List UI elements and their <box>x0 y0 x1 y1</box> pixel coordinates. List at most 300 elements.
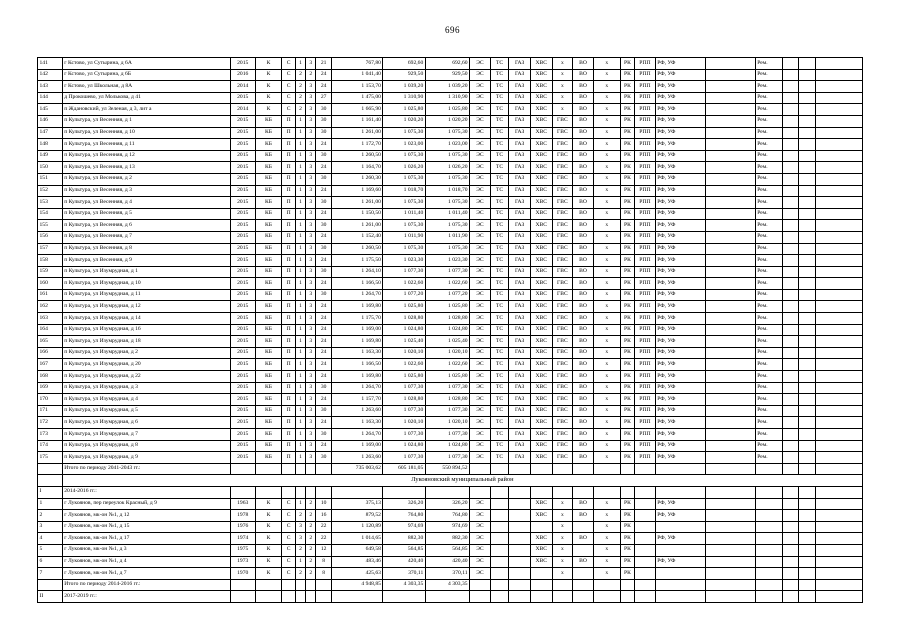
table-cell: Рем. <box>755 69 782 81</box>
table-cell: Рем. <box>755 452 782 464</box>
table-cell: 1 <box>295 150 305 162</box>
table-cell: п Культура, ул Весенняя, д 9 <box>62 255 230 267</box>
table-cell: 3 <box>306 347 316 359</box>
table-cell <box>706 115 756 127</box>
table-cell: РК <box>620 127 634 139</box>
table-row <box>38 347 863 359</box>
table-cell: ХВС <box>530 289 552 301</box>
table-cell: 1 026,20 <box>425 162 469 174</box>
table-row <box>38 220 863 232</box>
table-cell: ВО <box>573 173 594 185</box>
table-row <box>38 556 863 568</box>
table-cell <box>509 544 531 556</box>
table-cell: РПП <box>635 173 656 185</box>
table-row <box>38 197 863 209</box>
table-cell: х <box>552 533 573 545</box>
table-cell <box>755 579 782 591</box>
table-cell: 1 023,30 <box>383 255 425 267</box>
table-cell: х <box>552 81 573 93</box>
table-cell <box>655 544 706 556</box>
table-row <box>38 324 863 336</box>
table-cell <box>782 162 799 174</box>
table-cell <box>815 173 862 185</box>
table-cell: ТС <box>490 417 509 429</box>
table-cell: П <box>282 371 295 383</box>
table-row <box>38 301 863 313</box>
table-cell: 2015 <box>230 278 255 290</box>
table-cell: 1 169,00 <box>331 440 383 452</box>
table-cell <box>655 579 706 591</box>
table-cell: ГАЗ <box>509 127 531 139</box>
table-cell: х <box>593 533 620 545</box>
table-cell <box>331 591 383 603</box>
table-cell: п Культура, ул Изумрудная, д 20 <box>62 359 230 371</box>
table-cell: 1 <box>295 197 305 209</box>
table-cell: х <box>593 417 620 429</box>
table-cell <box>552 463 573 475</box>
table-cell: ХВС <box>530 533 552 545</box>
table-cell: х <box>593 313 620 325</box>
table-cell <box>755 556 782 568</box>
table-cell: С <box>282 556 295 568</box>
table-cell: П <box>282 231 295 243</box>
table-cell: х <box>593 301 620 313</box>
table-cell: 3 <box>306 220 316 232</box>
table-row <box>38 591 863 603</box>
table-cell <box>706 139 756 151</box>
table-cell: 3 <box>306 139 316 151</box>
table-cell <box>782 440 799 452</box>
table-cell: ТС <box>490 197 509 209</box>
table-cell <box>815 243 862 255</box>
table-cell: ГАЗ <box>509 115 531 127</box>
table-cell: ВО <box>573 556 594 568</box>
table-cell: 3 <box>306 231 316 243</box>
table-cell <box>230 591 255 603</box>
table-cell: Рем. <box>755 81 782 93</box>
table-cell: ГВС <box>552 243 573 255</box>
table-cell <box>782 591 799 603</box>
table-cell: ВО <box>573 394 594 406</box>
table-cell: ГВС <box>552 255 573 267</box>
table-cell <box>815 463 862 475</box>
table-cell <box>815 336 862 348</box>
table-cell: ЭС <box>470 347 491 359</box>
table-row <box>38 278 863 290</box>
table-cell <box>782 81 799 93</box>
table-cell: 2 <box>306 69 316 81</box>
table-cell: х <box>593 278 620 290</box>
table-cell: Рем. <box>755 115 782 127</box>
table-cell: П <box>282 440 295 452</box>
table-cell: х <box>593 336 620 348</box>
table-cell: ХВС <box>530 498 552 510</box>
table-cell <box>706 417 756 429</box>
table-cell: ТС <box>490 371 509 383</box>
table-cell: х <box>593 568 620 580</box>
table-cell: п Культура, ул Весенняя, д 2 <box>62 173 230 185</box>
table-cell: РПП <box>635 255 656 267</box>
table-row <box>38 92 863 104</box>
table-cell: х <box>552 510 573 522</box>
table-cell <box>655 521 706 533</box>
table-cell <box>815 371 862 383</box>
table-cell: РПП <box>635 115 656 127</box>
table-cell: х <box>593 231 620 243</box>
table-cell: ТС <box>490 81 509 93</box>
table-cell: ВО <box>573 382 594 394</box>
table-cell: 1 077,30 <box>383 429 425 441</box>
table-cell: 1 169,80 <box>331 301 383 313</box>
table-cell: РПП <box>635 266 656 278</box>
table-cell: 2016 <box>230 69 255 81</box>
table-cell: РПП <box>635 301 656 313</box>
table-cell: 2015 <box>230 208 255 220</box>
table-cell: КБ <box>255 405 282 417</box>
table-cell: ТС <box>490 231 509 243</box>
table-cell <box>799 231 816 243</box>
table-cell <box>782 301 799 313</box>
table-cell: К <box>255 81 282 93</box>
table-cell: С <box>282 544 295 556</box>
table-cell <box>706 591 756 603</box>
table-cell: РК <box>620 417 634 429</box>
table-cell: г Кстово, ул Сутырина, д 6Б <box>62 69 230 81</box>
table-cell <box>799 301 816 313</box>
table-cell: ГВС <box>552 289 573 301</box>
table-cell: 1 026,20 <box>383 162 425 174</box>
table-cell: п Культура, ул Изумрудная, д 6 <box>62 417 230 429</box>
table-cell: 974,69 <box>383 521 425 533</box>
table-cell: ХВС <box>530 313 552 325</box>
table-cell: РПП <box>635 382 656 394</box>
table-cell: К <box>255 92 282 104</box>
table-cell: Рем. <box>755 429 782 441</box>
table-cell: Рем. <box>755 371 782 383</box>
table-cell: 2017-2019 гг.: <box>62 591 230 603</box>
table-cell: 173 <box>38 429 63 441</box>
table-cell: ГАЗ <box>509 243 531 255</box>
table-cell: ГАЗ <box>509 382 531 394</box>
table-cell <box>815 579 862 591</box>
table-cell: ТС <box>490 173 509 185</box>
table-cell: 3 <box>306 429 316 441</box>
table-cell: РФ, УФ <box>655 417 706 429</box>
table-cell: 2 <box>306 510 316 522</box>
table-cell: х <box>593 104 620 116</box>
table-cell: г Лукоянов, мк-он №1, д 7 <box>62 568 230 580</box>
table-cell <box>706 197 756 209</box>
table-row <box>38 313 863 325</box>
table-cell <box>755 568 782 580</box>
table-cell: ГАЗ <box>509 58 531 70</box>
table-cell: х <box>593 220 620 232</box>
table-cell <box>490 579 509 591</box>
table-cell: 1976 <box>230 521 255 533</box>
table-cell: 170 <box>38 394 63 406</box>
table-cell: ТС <box>490 266 509 278</box>
table-cell: РК <box>620 58 634 70</box>
table-cell: Рем. <box>755 127 782 139</box>
table-cell: 30 <box>316 104 331 116</box>
table-cell <box>815 405 862 417</box>
table-cell: ЭС <box>470 289 491 301</box>
table-cell <box>706 486 756 498</box>
table-cell: С <box>282 81 295 93</box>
table-cell: КБ <box>255 139 282 151</box>
table-cell: 165 <box>38 336 63 348</box>
table-row <box>38 139 863 151</box>
table-cell <box>706 127 756 139</box>
table-cell: К <box>255 556 282 568</box>
table-cell <box>255 591 282 603</box>
table-cell <box>799 417 816 429</box>
table-cell: РФ, УФ <box>655 429 706 441</box>
table-cell: ЭС <box>470 58 491 70</box>
table-cell: г Лукоянов, мк-он №1, д 17 <box>62 533 230 545</box>
table-cell: 2015 <box>230 371 255 383</box>
table-cell: 1 <box>295 347 305 359</box>
table-cell <box>799 162 816 174</box>
table-cell: 3 <box>295 521 305 533</box>
table-cell: 1 028,80 <box>383 394 425 406</box>
table-cell: РФ, УФ <box>655 498 706 510</box>
table-cell: 160 <box>38 278 63 290</box>
table-cell: ХВС <box>530 115 552 127</box>
table-cell: 1 041,40 <box>331 69 383 81</box>
table-cell <box>782 150 799 162</box>
table-cell: П <box>282 173 295 185</box>
table-cell: 1 075,30 <box>425 150 469 162</box>
table-cell <box>799 544 816 556</box>
table-cell: 1 014,65 <box>331 533 383 545</box>
table-cell: ГВС <box>552 405 573 417</box>
table-cell: П <box>282 289 295 301</box>
table-cell: П <box>282 220 295 232</box>
table-cell <box>815 359 862 371</box>
table-cell <box>255 486 282 498</box>
table-cell: ЭС <box>470 313 491 325</box>
table-cell: 1 264,70 <box>331 289 383 301</box>
table-cell: 3 <box>306 417 316 429</box>
table-cell: 3 <box>306 289 316 301</box>
table-cell: 2015 <box>230 336 255 348</box>
table-cell <box>815 440 862 452</box>
table-row <box>38 510 863 522</box>
table-cell: ЭС <box>470 452 491 464</box>
table-cell: ХВС <box>530 324 552 336</box>
table-cell: ГВС <box>552 313 573 325</box>
table-cell: 2015 <box>230 150 255 162</box>
table-cell: РПП <box>635 440 656 452</box>
table-cell: РПП <box>635 394 656 406</box>
table-cell <box>799 115 816 127</box>
table-cell <box>706 266 756 278</box>
table-cell: ВО <box>573 231 594 243</box>
table-cell: п Культура, ул Изумрудная, д 3 <box>62 382 230 394</box>
table-cell: ГВС <box>552 359 573 371</box>
table-cell: ВО <box>573 289 594 301</box>
table-cell <box>815 231 862 243</box>
table-cell: 370,11 <box>383 568 425 580</box>
table-cell: ВО <box>573 347 594 359</box>
table-cell <box>815 417 862 429</box>
table-cell: КБ <box>255 115 282 127</box>
table-cell: 21 <box>316 58 331 70</box>
table-cell: 1 022,60 <box>383 278 425 290</box>
table-cell: 1 <box>295 371 305 383</box>
table-cell: КБ <box>255 231 282 243</box>
district-row <box>38 475 863 487</box>
table-cell: 142 <box>38 69 63 81</box>
table-cell: 1 164,70 <box>331 162 383 174</box>
table-cell <box>706 313 756 325</box>
table-cell: С <box>282 521 295 533</box>
table-cell: 326,20 <box>383 498 425 510</box>
table-cell: 30 <box>316 266 331 278</box>
table-cell <box>799 591 816 603</box>
table-cell <box>799 266 816 278</box>
table-cell: ГВС <box>552 278 573 290</box>
table-cell: 2015 <box>230 405 255 417</box>
table-cell: 2015 <box>230 347 255 359</box>
table-cell <box>799 579 816 591</box>
table-cell: ВО <box>573 336 594 348</box>
table-cell: ГАЗ <box>509 394 531 406</box>
table-cell <box>706 579 756 591</box>
table-cell: 3 <box>306 92 316 104</box>
district-title: Лукояновский муниципальный район <box>62 475 862 487</box>
table-cell: 2015 <box>230 452 255 464</box>
table-cell: РПП <box>635 150 656 162</box>
table-row <box>38 208 863 220</box>
table-cell: РК <box>620 115 634 127</box>
table-cell: 24 <box>316 255 331 267</box>
table-cell <box>706 278 756 290</box>
table-cell <box>782 463 799 475</box>
table-cell: РФ, УФ <box>655 185 706 197</box>
table-cell: п Культура, ул Весенняя, д 11 <box>62 139 230 151</box>
table-cell: Рем. <box>755 278 782 290</box>
table-cell: ГВС <box>552 324 573 336</box>
table-cell: 2015 <box>230 197 255 209</box>
table-cell: КБ <box>255 208 282 220</box>
table-cell: ХВС <box>530 69 552 81</box>
table-cell: 2 <box>295 104 305 116</box>
table-cell: 1 077,30 <box>425 266 469 278</box>
table-cell <box>815 429 862 441</box>
table-cell: РФ, УФ <box>655 371 706 383</box>
table-cell: ХВС <box>530 162 552 174</box>
table-cell: 24 <box>316 417 331 429</box>
table-cell: 1 025,80 <box>425 104 469 116</box>
table-cell: ГАЗ <box>509 92 531 104</box>
table-cell: ВО <box>573 162 594 174</box>
table-cell: Рем. <box>755 313 782 325</box>
table-cell: ГАЗ <box>509 289 531 301</box>
table-cell: х <box>552 104 573 116</box>
table-cell <box>799 173 816 185</box>
table-cell: 1 020,10 <box>383 347 425 359</box>
table-cell: 1 263,60 <box>331 452 383 464</box>
table-cell: К <box>255 544 282 556</box>
table-cell: х <box>593 266 620 278</box>
table-cell: РК <box>620 278 634 290</box>
table-cell: ХВС <box>530 429 552 441</box>
table-cell <box>815 139 862 151</box>
table-cell: 1970 <box>230 568 255 580</box>
table-cell <box>331 486 383 498</box>
table-cell: 564,85 <box>383 544 425 556</box>
table-cell: ХВС <box>530 185 552 197</box>
table-cell <box>620 486 634 498</box>
table-cell: С <box>282 533 295 545</box>
table-cell: ХВС <box>530 394 552 406</box>
table-cell: П <box>282 324 295 336</box>
table-cell: ВО <box>573 115 594 127</box>
table-cell: ЭС <box>470 301 491 313</box>
table-cell: п Культура, ул Весенняя, д 12 <box>62 150 230 162</box>
table-cell <box>509 463 531 475</box>
table-cell: 420,40 <box>383 556 425 568</box>
table-cell: КБ <box>255 220 282 232</box>
table-cell: ГВС <box>552 382 573 394</box>
table-cell: КБ <box>255 243 282 255</box>
table-cell <box>706 544 756 556</box>
table-cell: РФ, УФ <box>655 533 706 545</box>
table-cell: ГАЗ <box>509 197 531 209</box>
table-cell <box>655 591 706 603</box>
table-cell <box>282 463 295 475</box>
table-cell: 149 <box>38 150 63 162</box>
table-cell <box>490 463 509 475</box>
table-cell: РФ, УФ <box>655 81 706 93</box>
table-cell: РК <box>620 139 634 151</box>
table-cell: 3 <box>306 81 316 93</box>
table-cell: КБ <box>255 382 282 394</box>
table-cell: ВО <box>573 278 594 290</box>
table-cell: КБ <box>255 301 282 313</box>
table-cell <box>799 313 816 325</box>
table-cell: РФ, УФ <box>655 139 706 151</box>
table-cell: 30 <box>316 429 331 441</box>
table-cell: 2015 <box>230 243 255 255</box>
table-cell: РК <box>620 336 634 348</box>
table-cell <box>799 533 816 545</box>
table-cell: ГАЗ <box>509 440 531 452</box>
table-cell: ВО <box>573 452 594 464</box>
table-cell: С <box>282 498 295 510</box>
table-cell: РФ, УФ <box>655 150 706 162</box>
table-cell: 3 <box>306 115 316 127</box>
table-cell: 420,40 <box>425 556 469 568</box>
table-cell <box>706 394 756 406</box>
table-cell <box>316 463 331 475</box>
table-cell: ЭС <box>470 498 491 510</box>
table-cell <box>799 382 816 394</box>
table-cell: 1 264,70 <box>331 382 383 394</box>
table-cell: РФ, УФ <box>655 115 706 127</box>
table-cell: ВО <box>573 58 594 70</box>
table-cell: г Лукоянов, мк-он №1, д 15 <box>62 521 230 533</box>
table-cell: РК <box>620 173 634 185</box>
table-cell: ЭС <box>470 173 491 185</box>
table-cell: ХВС <box>530 139 552 151</box>
table-cell: ТС <box>490 92 509 104</box>
table-cell: Рем. <box>755 197 782 209</box>
table-row <box>38 440 863 452</box>
table-cell <box>706 359 756 371</box>
